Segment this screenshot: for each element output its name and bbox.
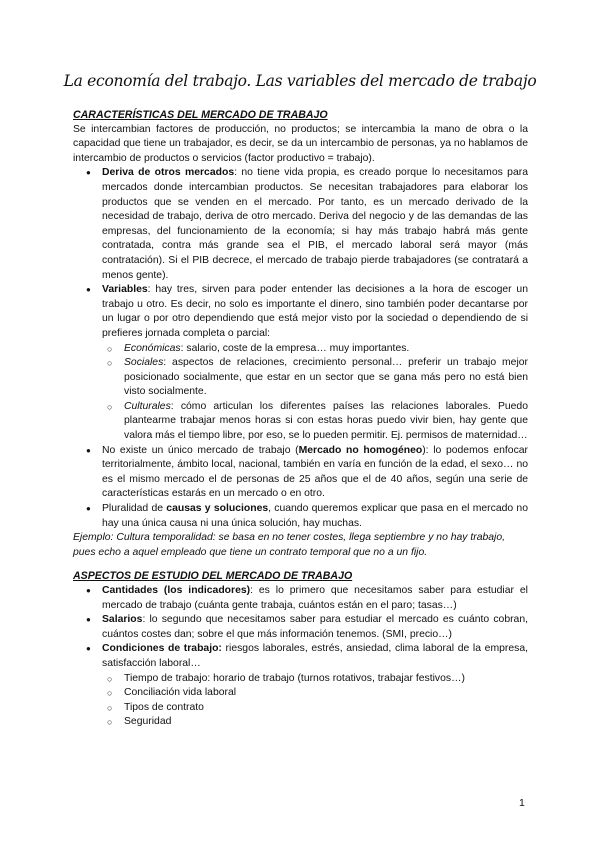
sub-list-item bbox=[124, 400, 528, 444]
example-text: Ejemplo: Cultura temporalidad: se basa en no tener costes, llega septiembre y no hay trabajo, pues echo a aquel empleado que tiene un contrato temporal que no a un fijo. bbox=[73, 532, 506, 558]
bullet-text: : es lo primero que necesitamos saber para estudiar el mercado de trabajo (cuánta gente trabaja, cuántos están en el paro; tasas…) bbox=[102, 585, 528, 611]
sub-list-item bbox=[124, 342, 528, 357]
sub-list-item: ○ Seguridad bbox=[124, 715, 528, 730]
sub-term: Culturales bbox=[124, 400, 171, 412]
bullet-text: riesgos laborales, estrés, ansiedad, clima laboral de la empresa, satisfacción laboral… bbox=[102, 643, 528, 669]
section-heading-caracteristicas: CARACTERÍSTICAS DEL MERCADO DE TRABAJO bbox=[73, 109, 328, 121]
bullet-pre: No existe un único mercado de trabajo ( bbox=[102, 444, 299, 456]
bullet-term: Salarios bbox=[102, 614, 143, 626]
sub-text: : cómo articulan los diferentes países las relaciones laborales. Puedo plantearme trabajar menos horas si con estas horas puedo vivir bien, hay gente que valora más el tiempo libre, por eso, se lo pueden permitir. Ej. permisos de maternidad… bbox=[124, 400, 528, 442]
sub-list-item: ○ Tipos de contrato bbox=[124, 701, 528, 716]
list-item bbox=[102, 166, 528, 283]
sub-list-item bbox=[124, 356, 528, 400]
list-item bbox=[102, 584, 528, 613]
page-number: 1 bbox=[519, 797, 525, 809]
sub-term: Económicas bbox=[124, 342, 181, 354]
bullet-term: Deriva de otros mercados bbox=[102, 167, 235, 179]
bullet-text: : no tiene vida propia, es creado porque lo necesitamos para mercados donde intercambian productos. Se necesitan trabajadores para elaborar los productos que se venden en el mercado. Por tanto, es un mercado derivado de la necesidad de trabajo, deriva de otro mercado. Deriva del negocio y de las demandas de las empresas, del funcionamiento de la economía; si hay más trabajo habrá más gente contratada, contra más grande sea el PIB, el mercado laboral será mayor (más contratación). Si el PIB decrece, el mercado de trabajo pierde trabajadores (se contratará a menos gente). bbox=[102, 167, 528, 281]
list-item bbox=[102, 502, 528, 531]
characteristics-list bbox=[73, 166, 528, 531]
bullet-term: Mercado no homogéneo bbox=[298, 444, 423, 456]
list-item bbox=[102, 642, 528, 730]
sub-text: : salario, coste de la empresa… muy importantes. bbox=[180, 342, 410, 354]
conditions-sublist bbox=[102, 672, 528, 730]
sub-list-item: ○ Tiempo de trabajo: horario de trabajo (turnos rotativos, trabajar festivos…) bbox=[124, 672, 528, 687]
bullet-term: Condiciones de trabajo: bbox=[102, 643, 222, 655]
list-item bbox=[102, 613, 528, 642]
document-body bbox=[73, 108, 528, 730]
section-heading-aspectos: ASPECTOS DE ESTUDIO DEL MERCADO DE TRABAJO bbox=[73, 570, 353, 583]
sub-text: : aspectos de relaciones, crecimiento personal… preferir un trabajo mejor posicionado socialmente, que estar en un sector que se gana más pero no está bien visto socialmente. bbox=[124, 357, 528, 398]
bullet-term: Variables bbox=[102, 284, 148, 296]
sub-list-item: ○ Conciliación vida laboral bbox=[124, 686, 528, 701]
variables-sublist bbox=[102, 342, 528, 444]
aspects-list bbox=[73, 584, 528, 730]
list-item bbox=[102, 283, 528, 444]
page-title: La economía del trabajo. Las variables del mercado de trabajo bbox=[63, 72, 537, 90]
bullet-term: causas y soluciones bbox=[166, 503, 269, 515]
bullet-text: : lo segundo que necesitamos saber para estudiar el mercado es cuánto cobran, cuántos costes dan; sobre el que más información tenemos. (SMI, precio…) bbox=[102, 614, 528, 640]
intro-paragraph: Se intercambian factores de producción, no productos; se intercambia la mano de obra o la capacidad que tiene un trabajador, es decir, se da un intercambio de personas, ya no hablamos de intercambio de productos o servicios (factor productivo = trabajo). bbox=[73, 123, 528, 164]
bullet-text: ): lo podemos enfocar territorialmente, ámbito local, nacional, también en varía en función de la edad, el sexo… no es el mismo mercado el de personas de 25 años que el de 40 años, según una serie de características estarás en un mercado o en otro. bbox=[102, 444, 529, 500]
bullet-pre: Pluralidad de bbox=[102, 503, 167, 515]
list-item bbox=[102, 444, 528, 502]
bullet-text: , cuando queremos explicar que pasa en el mercado no hay una única causa ni una única solución, hay muchas. bbox=[102, 503, 528, 529]
sub-term: Sociales bbox=[124, 357, 164, 369]
bullet-text: : hay tres, sirven para poder entender las decisiones a la hora de escoger un trabajo u otro. Es decir, no solo es importante el dinero, sino también poder decantarse por un lugar o por otro dependiendo que está mejor visto por la sociedad o dependiendo de si prefieres jornada completa o parcial: bbox=[102, 284, 528, 339]
bullet-term: Cantidades (los indicadores) bbox=[102, 585, 251, 596]
